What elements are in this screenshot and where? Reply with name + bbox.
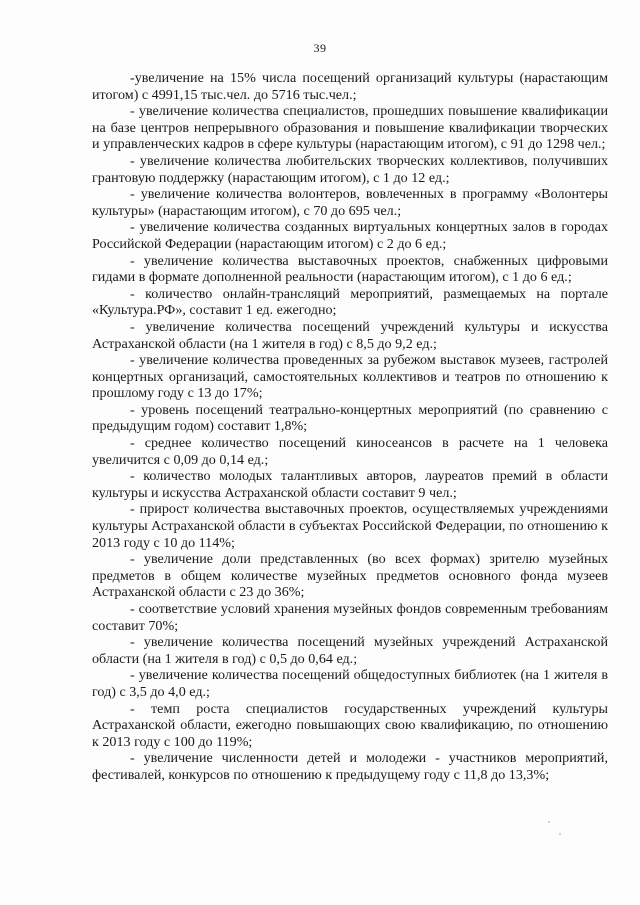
paragraph-14: - увеличение доли представленных (во всех формах) зрителю музейных предметов в общем количестве музейных предметов основного фонда музеев Астраханской области с 23 до 36%;: [92, 551, 608, 601]
scan-speck: [559, 833, 561, 835]
paragraph-4: - увеличение количества волонтеров, вовлеченных в программу «Волонтеры культуры» (нарастающим итогом), с 70 до 695 чел.;: [92, 186, 608, 219]
paragraph-18: - темп роста специалистов государственных учреждений культуры Астраханской области, ежегодно повышающих свою квалификацию, по отношению к 2013 году с 100 до 119%;: [92, 700, 608, 750]
paragraph-19: - увеличение численности детей и молодежи - участников мероприятий, фестивалей, конкурсов по отношению к предыдущему году с 11,8 до 13,3%;: [92, 750, 608, 783]
page-number: 39: [313, 41, 327, 55]
paragraph-3: - увеличение количества любительских творческих коллективов, получивших грантовую поддержку (нарастающим итогом), с 1 до 12 ед.;: [92, 152, 608, 186]
paragraph-11: - среднее количество посещений киносеансов в расчете на 1 человека увеличится с 0,09 до 0,14 ед.;: [92, 435, 608, 468]
paragraph-7: - количество онлайн-трансляций мероприятий, размещаемых на портале «Культура.РФ», составит 1 ед. ежегодно;: [92, 285, 608, 319]
paragraph-9: - увеличение количества проведенных за рубежом выставок музеев, гастролей концертных организаций, самостоятельных коллективов и театров по отношению к прошлому году с 13 до 17%;: [92, 352, 608, 402]
paragraph-17: - увеличение количества посещений общедоступных библиотек (на 1 жителя в год) с 3,5 до 4,0 ед.;: [92, 667, 608, 700]
paragraph-8: - увеличение количества посещений учреждений культуры и искусства Астраханской области (на 1 жителя в год) с 8,5 до 9,2 ед.;: [92, 318, 608, 352]
paragraph-5: - увеличение количества созданных виртуальных концертных залов в городах Российской Федерации (нарастающим итогом) с 2 до 6 ед.;: [92, 219, 608, 252]
paragraph-10: - уровень посещений театрально-концертных мероприятий (по сравнению с предыдущим годом) составит 1,8%;: [92, 401, 608, 435]
paragraph-6: - увеличение количества выставочных проектов, снабженных цифровыми гидами в формате дополненной реальности (нарастающим итогом), с 1 до 6 ед.;: [92, 252, 608, 286]
paragraph-13: - прирост количества выставочных проектов, осуществляемых учреждениями культуры Астраханской области в субъектах Российской Федерации, по отношению к 2013 году с 10 до 114%;: [92, 501, 608, 551]
paragraph-15: - соответствие условий хранения музейных фондов современным требованиям составит 70%;: [92, 601, 608, 634]
paragraph-1: -увеличение на 15% числа посещений организаций культуры (нарастающим итогом) с 4991,15 тыс.чел. до 5716 тыс.чел.;: [92, 70, 608, 103]
document-body: [92, 70, 608, 784]
scan-speck: [548, 821, 550, 823]
paragraph-12: - количество молодых талантливых авторов, лауреатов премий в области культуры и искусства Астраханской области составит 9 чел.;: [92, 468, 608, 501]
paragraph-2: - увеличение количества специалистов, прошедших повышение квалификации на базе центров непрерывного образования и повышение квалификации творческих и управленческих кадров в сфере культуры (нарастающим итогом), с 91 до 1298 чел.;: [92, 103, 608, 153]
paragraph-16: - увеличение количества посещений музейных учреждений Астраханской области (на 1 жителя в год) с 0,5 до 0,64 ед.;: [92, 634, 608, 667]
